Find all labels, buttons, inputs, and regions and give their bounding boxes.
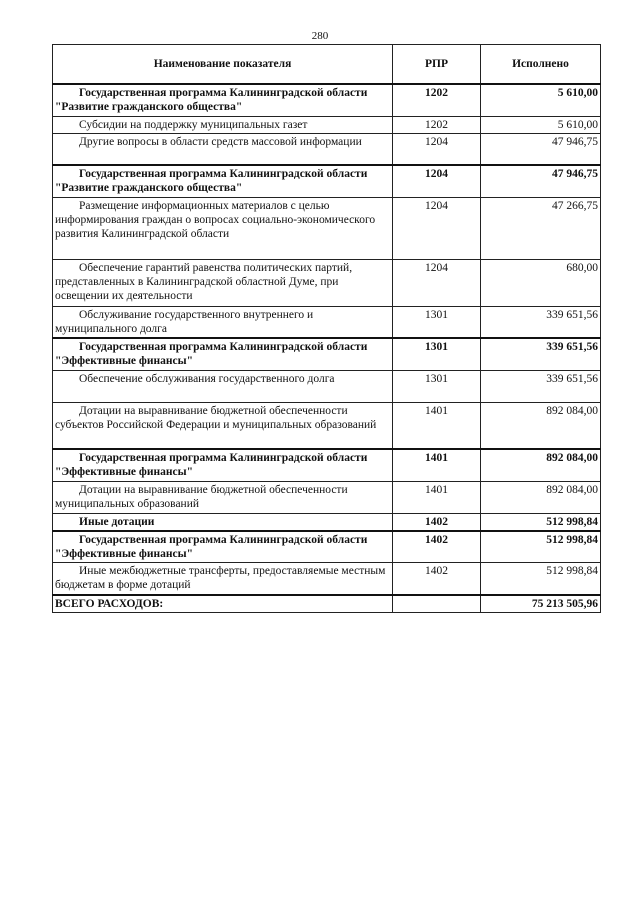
table-row bbox=[53, 531, 601, 563]
header-indicator-name: Наименование показателя bbox=[53, 45, 393, 85]
row-executed-amount: 5 610,00 bbox=[481, 84, 601, 116]
row-name-text: Другие вопросы в области средств массовой информации bbox=[79, 135, 362, 148]
table-row bbox=[53, 116, 601, 133]
row-rpr-code: 1402 bbox=[393, 513, 481, 531]
row-name-text: Размещение информационных материалов с целью информирования граждан о вопросах социально-экономического развития Калининградской области bbox=[55, 199, 376, 240]
row-indicator-name bbox=[53, 197, 393, 259]
table-row bbox=[53, 306, 601, 338]
row-name-text: Дотации на выравнивание бюджетной обеспеченности субъектов Российской Федерации и муниципальных образований bbox=[55, 404, 377, 431]
row-executed-amount: 680,00 bbox=[481, 259, 601, 306]
row-executed-amount: 339 651,56 bbox=[481, 370, 601, 402]
row-name-text: Государственная программа Калининградской области "Эффективные финансы" bbox=[55, 533, 368, 560]
row-executed-amount: 892 084,00 bbox=[481, 402, 601, 449]
row-executed-amount: 512 998,84 bbox=[481, 513, 601, 531]
row-rpr-code: 1301 bbox=[393, 306, 481, 338]
row-name-text: Субсидии на поддержку муниципальных газет bbox=[79, 118, 308, 131]
table-header-row bbox=[53, 45, 601, 85]
row-rpr-code: 1204 bbox=[393, 259, 481, 306]
table-row bbox=[53, 338, 601, 370]
row-executed-amount: 512 998,84 bbox=[481, 563, 601, 595]
row-rpr-code: 1204 bbox=[393, 165, 481, 197]
row-rpr-code: 1402 bbox=[393, 531, 481, 563]
row-name-text: Дотации на выравнивание бюджетной обеспеченности муниципальных образований bbox=[55, 483, 348, 510]
row-indicator-name bbox=[53, 370, 393, 402]
header-executed: Исполнено bbox=[481, 45, 601, 85]
row-rpr-code: 1401 bbox=[393, 402, 481, 449]
row-rpr-code: 1202 bbox=[393, 84, 481, 116]
row-name-text: Иные дотации bbox=[79, 515, 155, 528]
row-executed-amount: 47 946,75 bbox=[481, 133, 601, 165]
row-indicator-name bbox=[53, 449, 393, 481]
row-indicator-name bbox=[53, 165, 393, 197]
row-executed-amount: 892 084,00 bbox=[481, 481, 601, 513]
row-rpr-code: 1401 bbox=[393, 481, 481, 513]
row-indicator-name bbox=[53, 402, 393, 449]
row-executed-amount: 892 084,00 bbox=[481, 449, 601, 481]
row-indicator-name bbox=[53, 563, 393, 595]
table-row bbox=[53, 84, 601, 116]
header-rpr: РПР bbox=[393, 45, 481, 85]
table-row bbox=[53, 402, 601, 449]
page-number: 280 bbox=[311, 30, 329, 42]
row-name-text: Государственная программа Калининградской области "Эффективные финансы" bbox=[55, 341, 368, 367]
row-rpr-code: 1202 bbox=[393, 116, 481, 133]
row-indicator-name bbox=[53, 338, 393, 370]
row-name-text: Государственная программа Калининградской области "Развитие гражданского общества" bbox=[55, 87, 368, 113]
total-row bbox=[53, 595, 601, 613]
table-row bbox=[53, 513, 601, 531]
row-rpr-code: 1301 bbox=[393, 338, 481, 370]
row-name-text: Государственная программа Калининградской области "Эффективные финансы" bbox=[55, 452, 368, 478]
row-indicator-name bbox=[53, 133, 393, 165]
row-indicator-name bbox=[53, 306, 393, 338]
row-executed-amount: 5 610,00 bbox=[481, 116, 601, 133]
table-row bbox=[53, 481, 601, 513]
row-name-text: Обслуживание государственного внутреннего и муниципального долга bbox=[55, 308, 314, 335]
row-indicator-name bbox=[53, 513, 393, 531]
row-indicator-name bbox=[53, 531, 393, 563]
table-row bbox=[53, 370, 601, 402]
table-row bbox=[53, 165, 601, 197]
row-executed-amount: 512 998,84 bbox=[481, 531, 601, 563]
expenditure-table bbox=[52, 44, 601, 613]
row-indicator-name bbox=[53, 259, 393, 306]
row-name-text: Обеспечение гарантий равенства политических партий, представленных в Калининградской областной Думе, при освещении их деятельности bbox=[55, 261, 353, 302]
table-body bbox=[53, 84, 601, 612]
row-name-text: Обеспечение обслуживания государственного долга bbox=[79, 372, 335, 385]
row-rpr-code: 1204 bbox=[393, 197, 481, 259]
row-indicator-name bbox=[53, 481, 393, 513]
row-name-text: Государственная программа Калининградской области "Развитие гражданского общества" bbox=[55, 168, 368, 194]
row-indicator-name bbox=[53, 84, 393, 116]
total-amount: 75 213 505,96 bbox=[481, 595, 601, 613]
table-row bbox=[53, 259, 601, 306]
table-row bbox=[53, 133, 601, 165]
row-rpr-code: 1204 bbox=[393, 133, 481, 165]
row-executed-amount: 339 651,56 bbox=[481, 338, 601, 370]
table-row bbox=[53, 449, 601, 481]
row-executed-amount: 47 266,75 bbox=[481, 197, 601, 259]
table-row bbox=[53, 197, 601, 259]
row-name-text: Иные межбюджетные трансферты, предоставляемые местным бюджетам в форме дотаций bbox=[55, 565, 386, 591]
table-row bbox=[53, 563, 601, 595]
row-executed-amount: 339 651,56 bbox=[481, 306, 601, 338]
total-label: ВСЕГО РАСХОДОВ: bbox=[53, 595, 393, 613]
total-rpr-code bbox=[393, 595, 481, 613]
row-rpr-code: 1301 bbox=[393, 370, 481, 402]
row-rpr-code: 1401 bbox=[393, 449, 481, 481]
row-executed-amount: 47 946,75 bbox=[481, 165, 601, 197]
row-rpr-code: 1402 bbox=[393, 563, 481, 595]
row-indicator-name bbox=[53, 116, 393, 133]
